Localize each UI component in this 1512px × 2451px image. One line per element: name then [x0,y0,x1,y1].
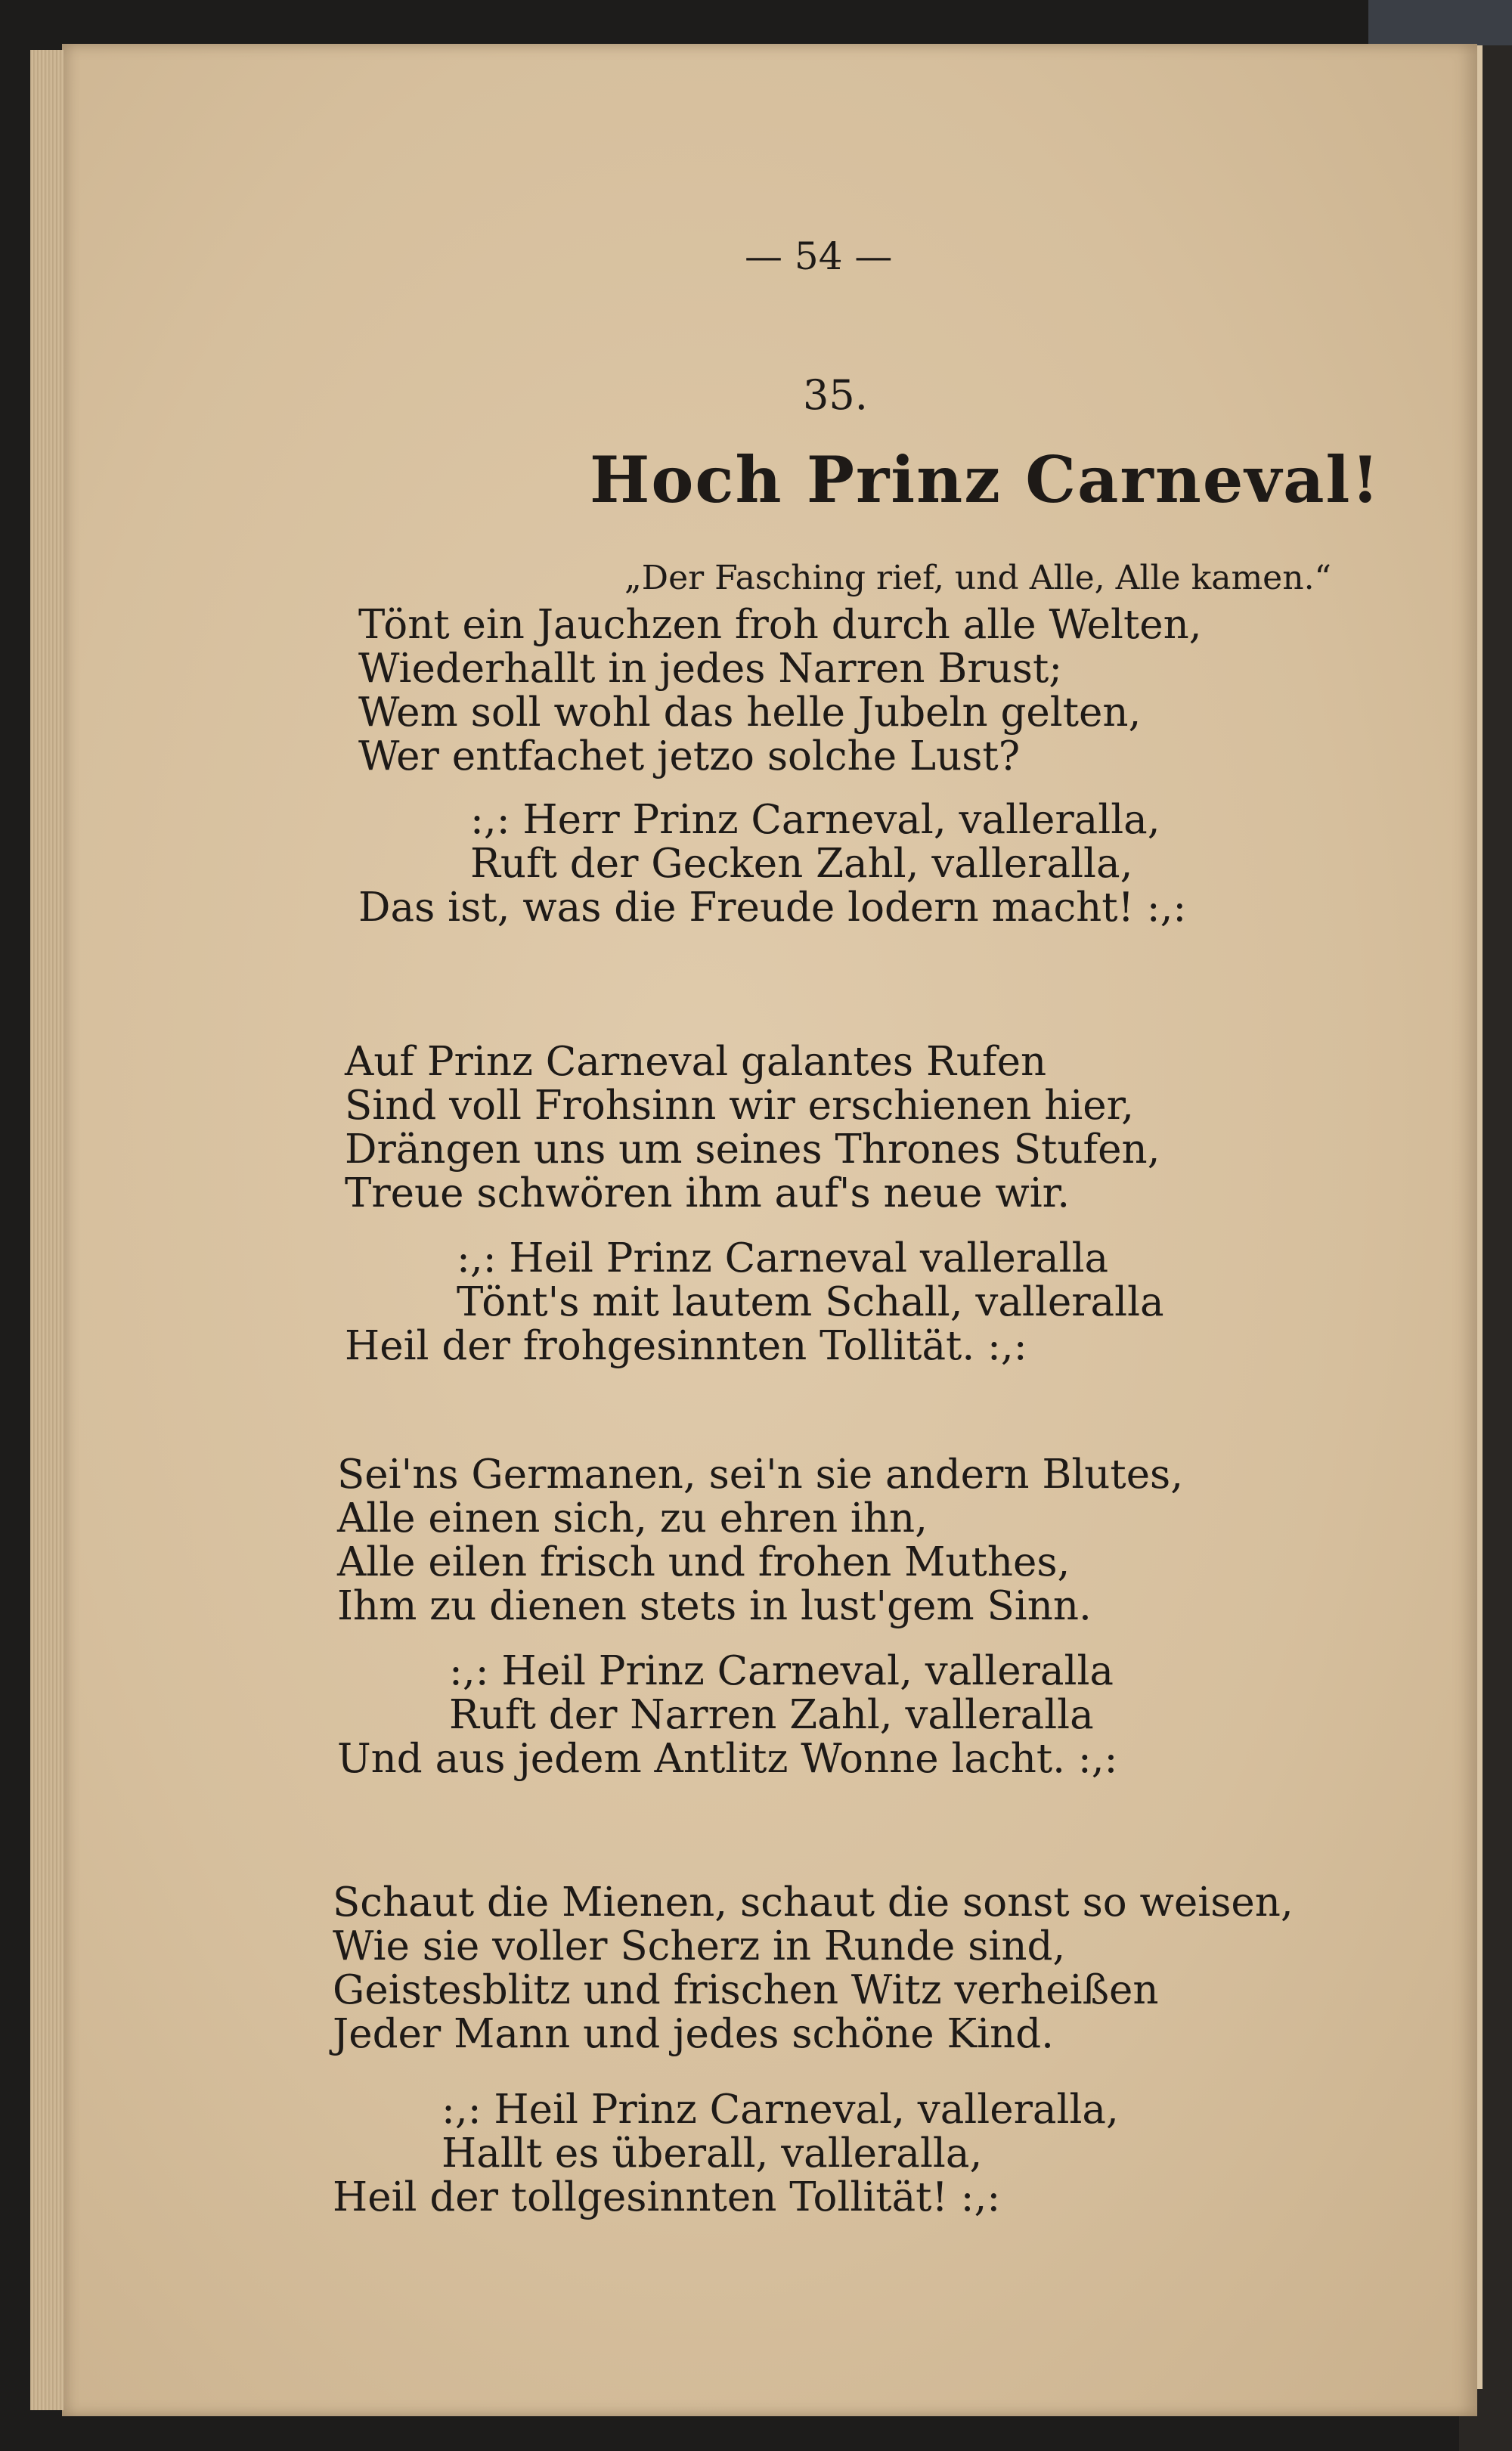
refrain-line: Ruft der Gecken Zahl, valleralla, [470,841,1133,887]
verse-line: Sei'ns Germanen, sei'n sie andern Blutes, [337,1452,1184,1498]
verse-line: Tönt ein Jauchzen froh durch alle Welten, [358,602,1202,648]
book-cover-corner [1368,0,1512,45]
song-number: 35. [803,371,868,419]
refrain-line: Tönt's mit lautem Schall, valleralla [457,1279,1164,1325]
verse-line: Treue schwören ihm auf's neue wir. [345,1170,1070,1216]
book-page [62,44,1477,2416]
refrain-line: Heil der tollgesinnten Tollität! :,: [333,2174,1001,2220]
refrain-line: Hallt es überall, valleralla, [442,2130,983,2177]
verse-line: Geistesblitz und frischen Witz verheißen [333,1967,1159,2013]
verse-line: Wie sie voller Scherz in Runde sind, [333,1923,1066,1969]
refrain-line: Und aus jedem Antlitz Wonne lacht. :,: [337,1736,1118,1782]
refrain-line: Ruft der Narren Zahl, valleralla [449,1692,1094,1738]
page-number: — 54 — [745,234,893,278]
song-title: Hoch Prinz Carneval! [590,442,1381,517]
verse-line: Alle einen sich, zu ehren ihn, [337,1495,928,1542]
verse-line: Wem soll wohl das helle Jubeln gelten, [358,689,1142,736]
refrain-line: Das ist, was die Freude lodern macht! :,: [358,885,1187,931]
verse-line: Jeder Mann und jedes schöne Kind. [333,2011,1054,2057]
refrain-line: :,: Heil Prinz Carneval, valleralla [449,1648,1114,1694]
verse-line: Auf Prinz Carneval galantes Rufen [345,1039,1047,1085]
verse-line: Schaut die Mienen, schaut die sonst so weisen, [333,1879,1294,1926]
verse-line: Ihm zu dienen stets in lust'gem Sinn. [337,1583,1092,1629]
verse-line: Sind voll Frohsinn wir erschienen hier, [345,1083,1135,1129]
refrain-line: :,: Herr Prinz Carneval, valleralla, [470,797,1160,843]
page-edges [30,50,64,2410]
verse-line: Wiederhallt in jedes Narren Brust; [358,646,1063,692]
epigraph: „Der Fasching rief, und Alle, Alle kamen.“ [624,559,1332,597]
verse-line: Wer entfachet jetzo solche Lust? [358,733,1021,779]
verse-line: Alle eilen frisch und frohen Muthes, [337,1539,1070,1585]
refrain-line: :,: Heil Prinz Carneval valleralla [457,1235,1109,1281]
refrain-line: :,: Heil Prinz Carneval, valleralla, [442,2087,1119,2133]
refrain-line: Heil der frohgesinnten Tollität. :,: [345,1323,1027,1369]
verse-line: Drängen uns um seines Thrones Stufen, [345,1126,1160,1173]
